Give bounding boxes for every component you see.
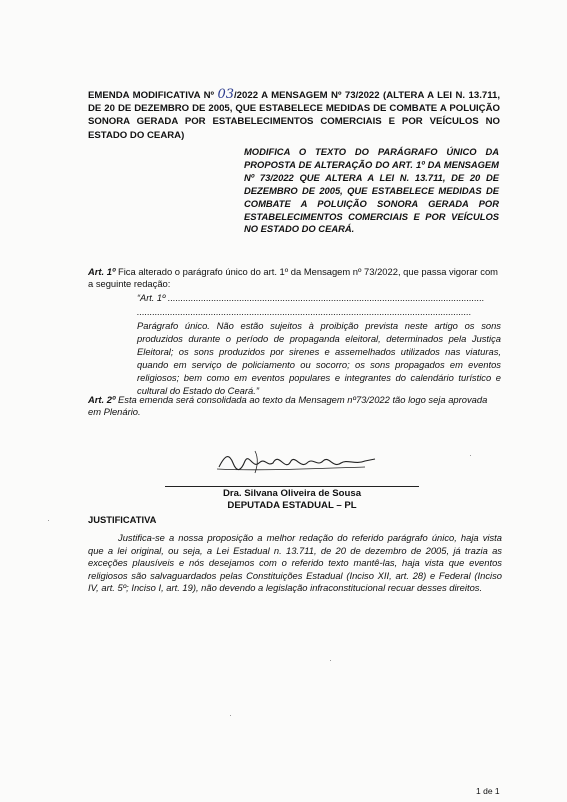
- signatory-block: [165, 488, 419, 512]
- scan-speck: [470, 455, 471, 456]
- page-number: 1 de 1: [476, 786, 500, 796]
- article-2-label: Art. 2º: [88, 394, 116, 405]
- justificativa-heading: JUSTIFICATIVA: [88, 514, 157, 525]
- scan-speck: [48, 520, 49, 521]
- amendment-summary: MODIFICA O TEXTO DO PARÁGRAFO ÚNICO DA PROPOSTA DE ALTERAÇÃO DO ART. 1º DA MENSAGEM Nº 73/2022 QUE ALTERA A LEI N. 13.711, DE 20 DE DEZEMBRO DE 2005, QUE ESTABELECE MEDIDAS DE COMBATE A POLUIÇÃO SONORA GERADA POR ESTABELECIMENTOS COMERCIAIS E POR VEÍCULOS NO ESTADO DO CEARÁ.: [244, 146, 499, 235]
- signatory-role: DEPUTADA ESTADUAL – PL: [227, 500, 357, 512]
- article-2-text: Esta emenda será consolidada ao texto da Mensagem nº73/2022 tão logo seja aprovada em Plenário.: [88, 394, 488, 418]
- paragrafo-unico: Parágrafo único. Não estão sujeitos à proibição prevista neste artigo os sons produzidos durante o período de propaganda eleitoral, determinados pela Justiça Eleitoral; os sons produzidos por sirenes e assemelhados utilizados nas viaturas, quando em serviço de policiamento ou socorro; os sons propagados em eventos religiosos; bem como em eventos populares e integrantes do calendário turístico e cultural do Estado do Ceará.”: [137, 320, 501, 396]
- article-2: [88, 394, 502, 419]
- article-1-label: Art. 1º: [88, 266, 116, 277]
- quoted-ellipsis-line: ...................................................................................................................................: [137, 307, 472, 317]
- scan-speck: [230, 715, 231, 716]
- article-1-text: Fica alterado o parágrafo único do art. 1º da Mensagem nº 73/2022, que passa vigorar com a seguinte redação:: [88, 266, 498, 290]
- article-1: [88, 266, 502, 291]
- title-rest: /2022 A MENSAGEM Nº 73/2022 (ALTERA A LEI N. 13.711, DE 20 DE DEZEMBRO DE 2005, QUE ESTABELECE MEDIDAS DE COMBATE A POLUIÇÃO SONORA GERADA POR ESTABELECIMENTOS COMERCIAIS E POR VEÍCULOS NO ESTADO DO CEARA): [88, 90, 500, 141]
- scan-speck: [330, 660, 331, 661]
- signature-line: [165, 486, 419, 487]
- justificativa-text: Justifica-se a nossa proposição a melhor redação do referido parágrafo único, haja vista que a lei original, ou seja, a Lei Estadual n. 13.711, de 20 de dezembro de 2005, já trazia as exceções plausíveis e nós desejamos com o referido texto mantê-las, haja vista que eventos religiosos são salvaguardados pelas Constituições Estadual (Inciso XII, art. 28) e Federal (Inciso IV, art. 5º; Inciso I, art. 19), não devendo a legislação infraconstitucional recuar desses direitos.: [88, 532, 502, 594]
- handwritten-number: 03: [217, 87, 235, 102]
- quoted-article-start: “Art. 1º ............................................................................................................................: [137, 293, 485, 303]
- signatory-name: Dra. Silvana Oliveira de Sousa: [222, 488, 362, 499]
- handwritten-signature: [215, 445, 380, 477]
- document-title: [88, 88, 500, 142]
- title-prefix: EMENDA MODIFICATIVA Nº: [88, 90, 215, 101]
